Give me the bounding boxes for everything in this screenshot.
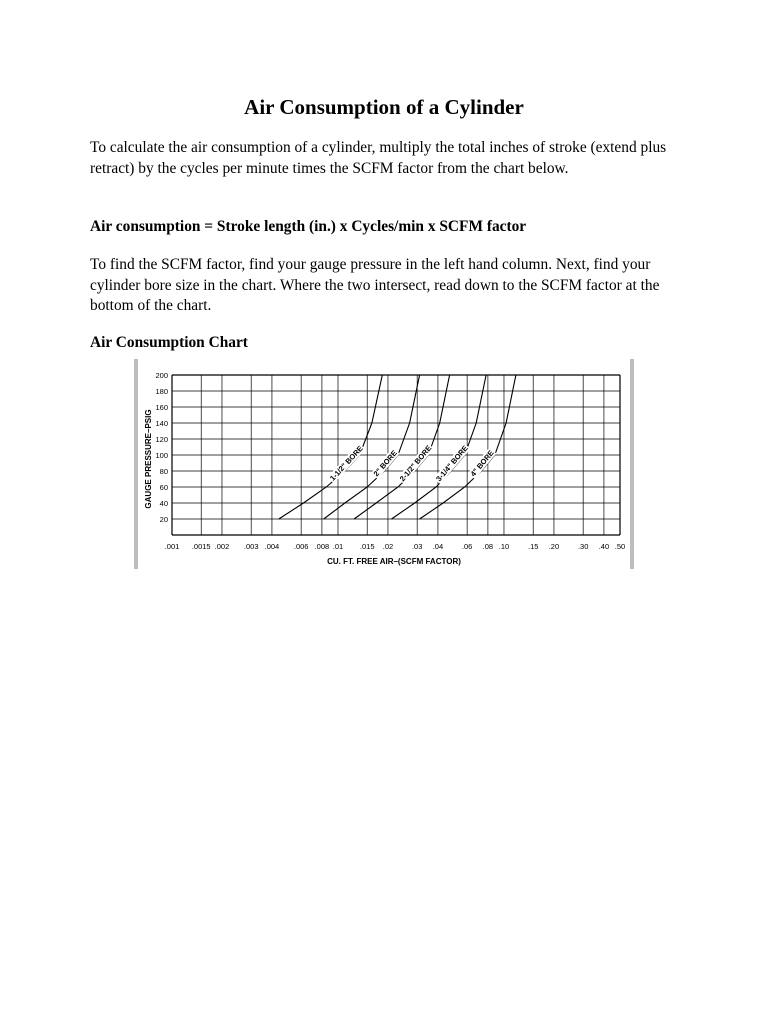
x-tick-label: .06: [461, 542, 473, 551]
chart-heading: Air Consumption Chart: [90, 334, 248, 351]
y-tick-label: 180: [155, 387, 168, 396]
series-label: 2-1/2" BORE: [397, 443, 434, 484]
formula-line: Air consumption = Stroke length (in.) x Cycles/min x SCFM factor: [90, 218, 527, 235]
x-axis-label: CU. FT. FREE AIR–(SCFM FACTOR): [327, 557, 461, 566]
x-tick-label: .10: [498, 542, 510, 551]
x-tick-label: .02: [382, 542, 394, 551]
series-line: [354, 375, 450, 519]
x-tick-label: .0015: [191, 542, 211, 551]
x-tick-label: .30: [577, 542, 589, 551]
x-tick-label: .50: [614, 542, 626, 551]
x-tick-label: .40: [598, 542, 610, 551]
x-tick-label: .20: [548, 542, 560, 551]
x-tick-label: .006: [293, 542, 309, 551]
document-title: Air Consumption of a Cylinder: [244, 95, 524, 119]
y-tick-label: 20: [159, 515, 168, 524]
y-tick-label: 120: [155, 435, 168, 444]
series-label: 3-1/4" BORE: [434, 443, 470, 484]
y-tick-label: 60: [159, 483, 168, 492]
y-tick-label: 200: [155, 371, 168, 380]
y-tick-label: 80: [159, 467, 168, 476]
x-tick-labels: [165, 542, 626, 551]
x-tick-label: .15: [527, 542, 539, 551]
series-line: [392, 375, 487, 519]
x-tick-label: .003: [243, 542, 259, 551]
series-label: 4" BORE: [468, 448, 496, 479]
x-tick-label: .03: [411, 542, 423, 551]
instructions-paragraph: To find the SCFM factor, find your gauge pressure in the left hand column. Next, find your cylinder bore size in the chart. Where the two intersect, read down to the SCFM factor at the bottom of the chart.: [90, 256, 660, 314]
x-tick-label: .08: [482, 542, 494, 551]
x-tick-label: .01: [332, 542, 344, 551]
series-label: 1-1/2" BORE: [328, 443, 365, 483]
y-tick-label: 100: [155, 451, 168, 460]
intro-paragraph: To calculate the air consumption of a cylinder, multiply the total inches of stroke (extend plus retract) by the cycles per minute times the SCFM factor from the chart below.: [90, 139, 667, 177]
x-tick-label: .002: [214, 542, 230, 551]
y-tick-labels: [155, 371, 168, 524]
air-consumption-chart: [134, 359, 634, 569]
x-tick-label: .004: [264, 542, 280, 551]
chart-series: [279, 375, 516, 519]
series-line: [279, 375, 383, 519]
x-tick-label: .001: [164, 542, 180, 551]
series-label: 2" BORE: [371, 448, 399, 479]
y-tick-label: 40: [159, 499, 168, 508]
x-tick-label: .008: [314, 542, 330, 551]
y-tick-label: 160: [155, 403, 168, 412]
chart-frame: [134, 359, 634, 569]
y-axis-label: GAUGE PRESSURE–PSIG: [144, 409, 153, 509]
y-tick-label: 140: [155, 419, 168, 428]
x-tick-label: .015: [359, 542, 375, 551]
x-tick-label: .04: [432, 542, 444, 551]
